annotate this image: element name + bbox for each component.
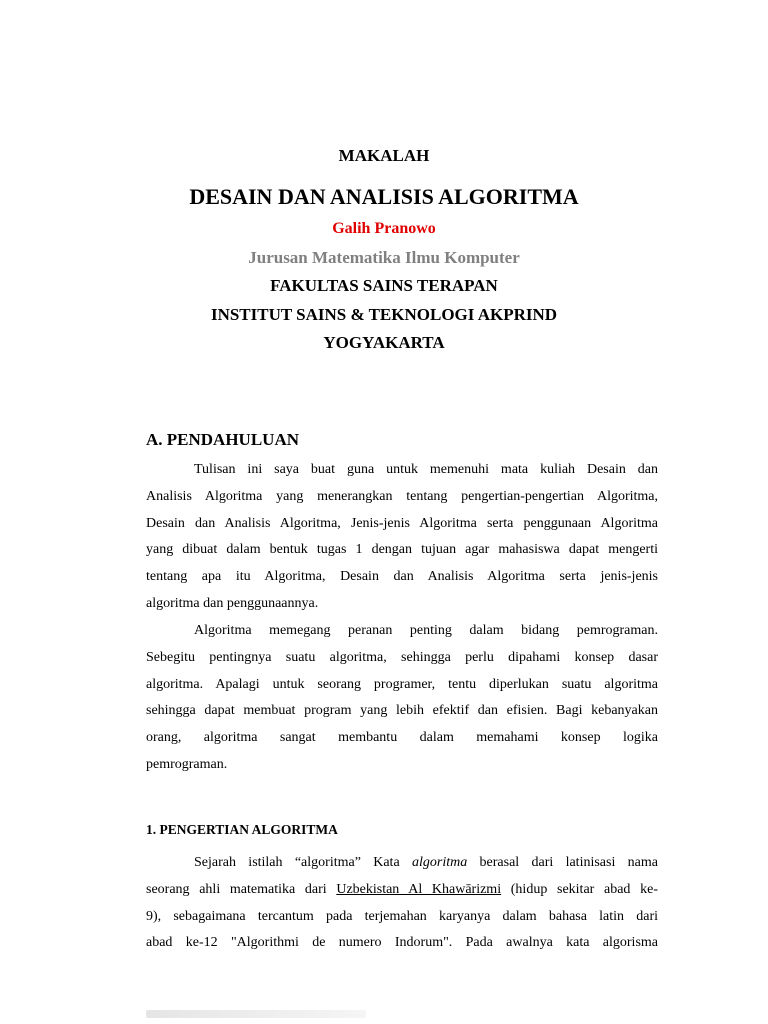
text-segment: berasal dari latinisasi nama <box>467 855 658 870</box>
underlined-link-text[interactable]: Uzbekistan Al Khawārizmi <box>336 881 502 897</box>
document-type-label: MAKALAH <box>338 146 430 165</box>
section-heading-pendahuluan: A. PENDAHULUAN <box>146 430 299 449</box>
text-line: algoritma dan penggunaannya. <box>146 595 319 611</box>
text-line: yang dibuat dalam bentuk tugas 1 dengan tujuan agar mahasiswa dapat mengerti <box>146 542 658 558</box>
text-line: abad ke-12 "Algorithmi de numero Indorum". Pada awalnya kata algorisma <box>146 935 658 951</box>
text-line <box>146 877 658 904</box>
text-line: 9), sebagaimana tercantum pada terjemahan karyanya dalam bahasa latin dari <box>146 908 658 924</box>
text-line: orang, algoritma sangat membantu dalam memahami konsep logika <box>146 730 658 746</box>
department-name: Jurusan Matematika Ilmu Komputer <box>248 248 520 267</box>
section-heading-pengertian-algoritma: 1. PENGERTIAN ALGORITMA <box>146 822 338 837</box>
text-segment: Sejarah istilah “algoritma” Kata <box>194 855 412 870</box>
text-line: Algoritma memegang peranan penting dalam bidang pemrograman. <box>194 623 658 638</box>
text-line: sehingga dapat membuat program yang lebih efektif dan efisien. Bagi kebanyakan <box>146 703 658 719</box>
paragraph-pendahuluan-1 <box>146 457 658 618</box>
text-line: Tulisan ini saya buat guna untuk memenuhi mata kuliah Desain dan <box>194 462 658 477</box>
paragraph-pendahuluan-2 <box>146 618 658 779</box>
cut-off-text-line <box>146 1010 366 1018</box>
text-line <box>146 850 658 877</box>
text-line: algoritma. Apalagi untuk seorang programer, tentu diperlukan suatu algoritma <box>146 676 658 692</box>
text-segment: (hidup sekitar abad ke- <box>501 881 658 897</box>
text-line: Sebegitu pentingnya suatu algoritma, sehingga perlu dipahami konsep dasar <box>146 649 658 665</box>
institute-name: INSTITUT SAINS & TEKNOLOGI AKPRIND <box>210 305 558 324</box>
text-line: tentang apa itu Algoritma, Desain dan Analisis Algoritma serta jenis-jenis <box>146 569 658 585</box>
paragraph-pengertian-1 <box>146 850 658 957</box>
text-line: pemrograman. <box>146 756 228 772</box>
text-segment: seorang ahli matematika dari <box>146 881 337 897</box>
faculty-name: FAKULTAS SAINS TERAPAN <box>270 276 498 295</box>
city-name: YOGYAKARTA <box>323 333 445 352</box>
document-title: DESAIN DAN ANALISIS ALGORITMA <box>189 184 579 209</box>
text-line: Analisis Algoritma yang menerangkan tentang pengertian-pengertian Algoritma, <box>146 488 658 504</box>
author-name: Galih Pranowo <box>332 220 436 237</box>
text-line: Desain dan Analisis Algoritma, Jenis-jenis Algoritma serta penggunaan Algoritma <box>146 515 658 531</box>
italic-term: algoritma <box>411 855 468 870</box>
